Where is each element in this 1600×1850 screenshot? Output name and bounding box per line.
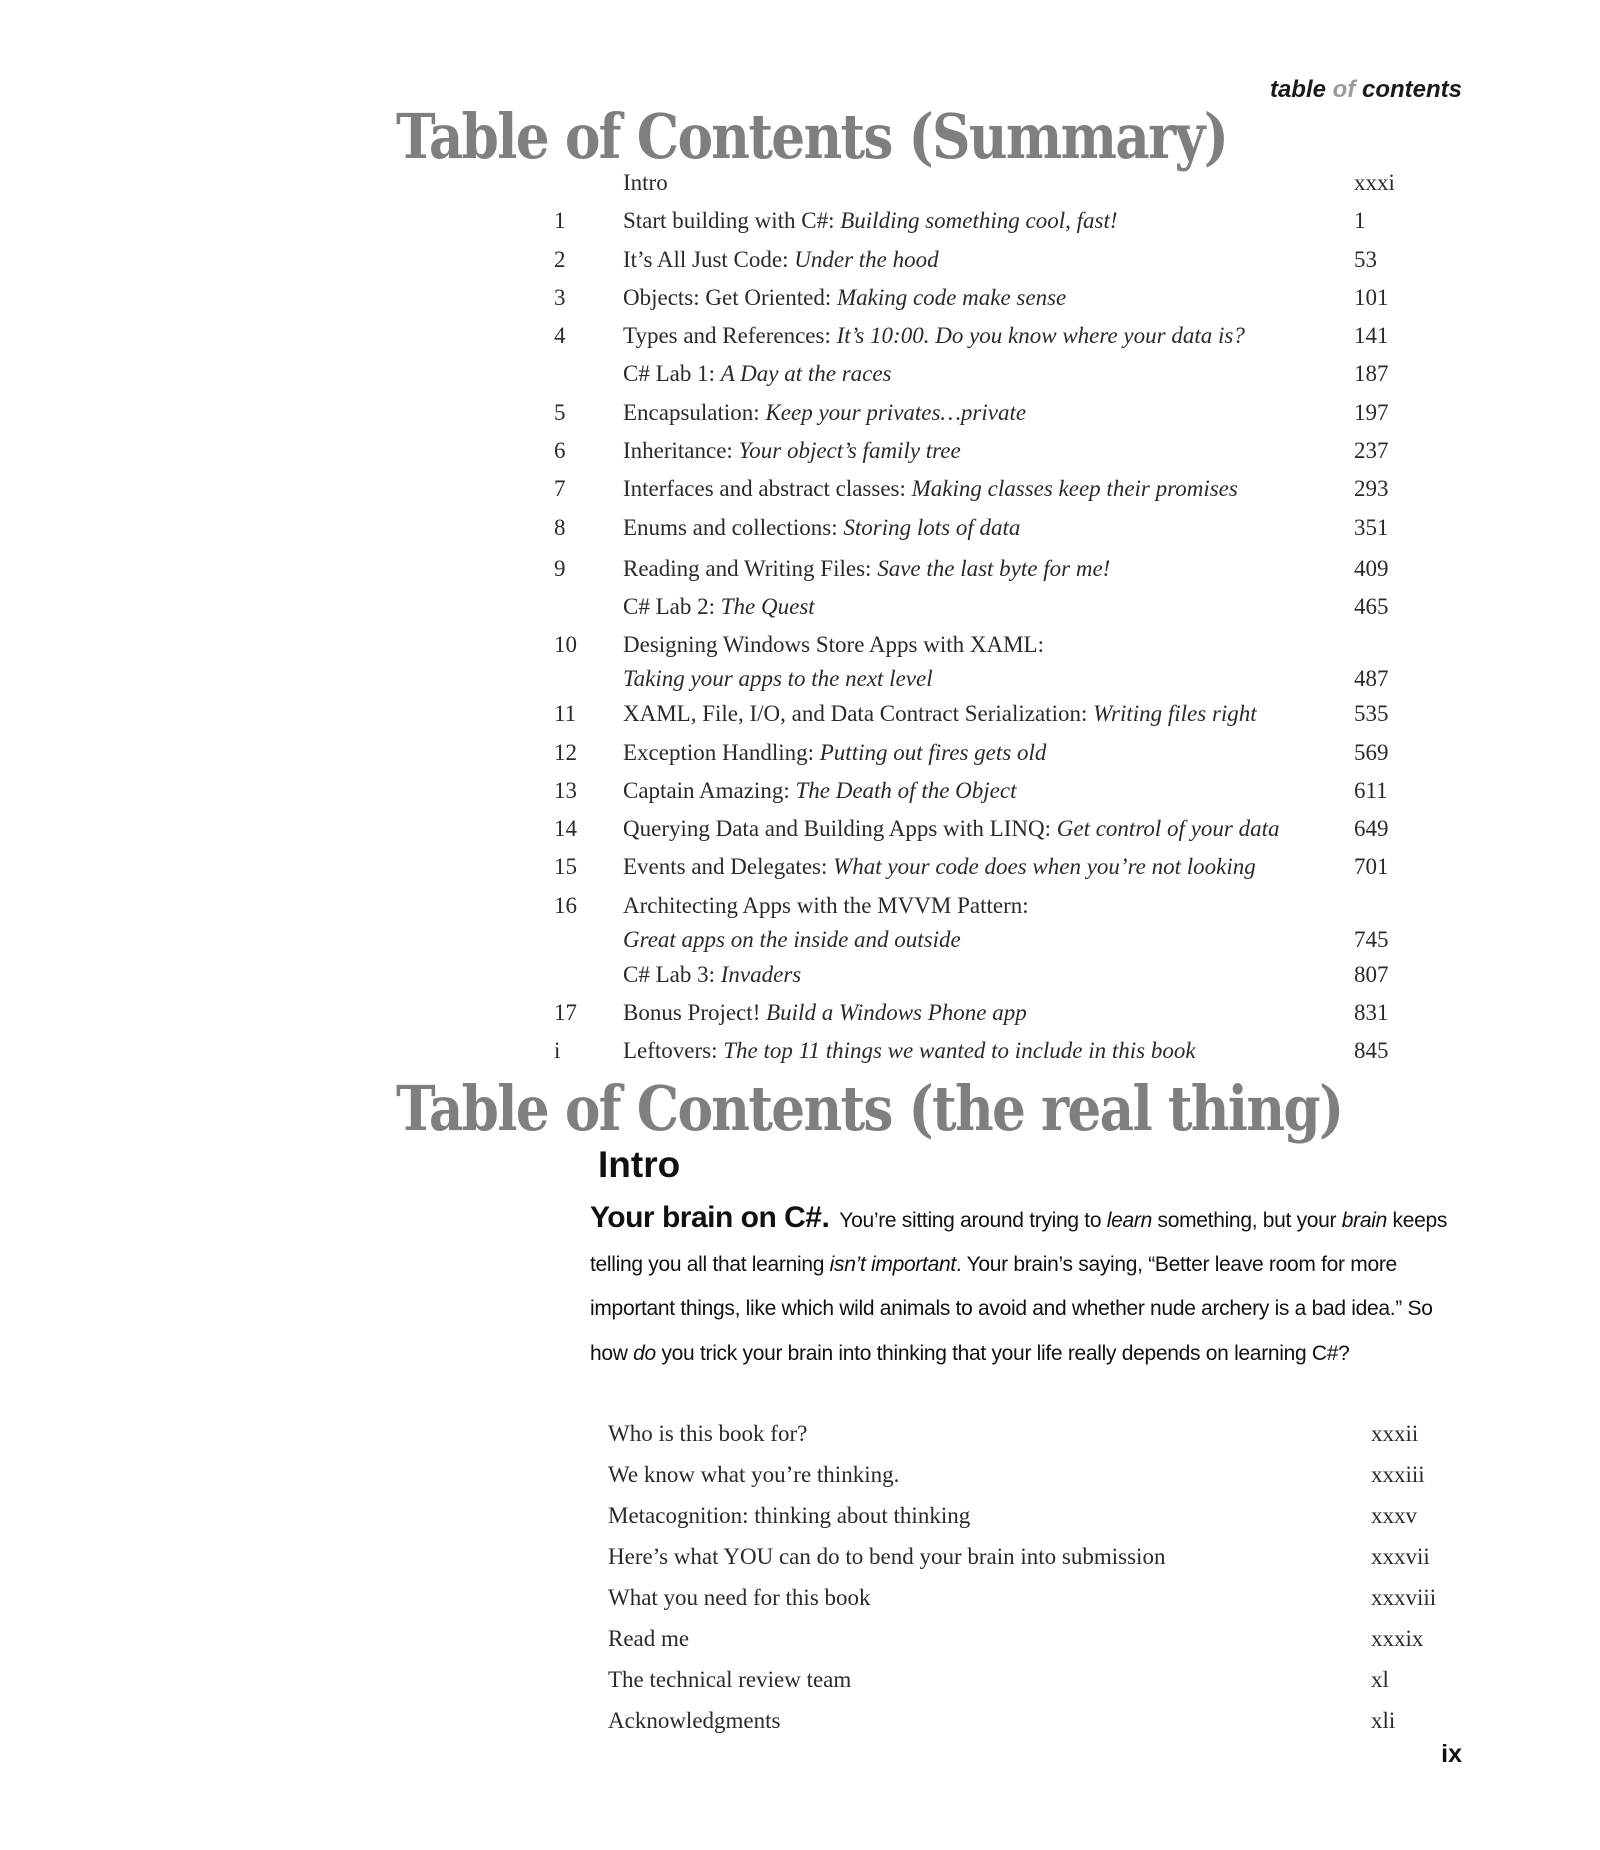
page-ref: 649 bbox=[1354, 816, 1389, 842]
page-ref: 611 bbox=[1354, 777, 1388, 803]
chapter-number: 17 bbox=[554, 1000, 577, 1026]
chapter-number: 1 bbox=[554, 208, 566, 234]
chapter-main-title: Designing Windows Store Apps with XAML: bbox=[623, 632, 1044, 658]
chapter-subtitle: It’s 10:00. Do you know where your data is? bbox=[836, 323, 1245, 349]
chapter-main-title: Reading and Writing Files: bbox=[623, 555, 878, 581]
chapter-main-title: Leftovers: bbox=[623, 1038, 724, 1064]
page-ref: 831 bbox=[1354, 1000, 1389, 1026]
summary-title: Table of Contents (Summary) bbox=[396, 100, 1228, 173]
chapter-subtitle: The Death of the Object bbox=[795, 777, 1017, 803]
page-ref: 465 bbox=[1354, 593, 1389, 619]
section-title: Acknowledgments bbox=[608, 1708, 781, 1733]
toc-entry[interactable] bbox=[540, 1000, 1420, 1038]
page-ref: 807 bbox=[1354, 961, 1389, 987]
toc-entry[interactable] bbox=[540, 854, 1420, 892]
chapter-subtitle: Get control of your data bbox=[1056, 816, 1280, 842]
page-ref: 845 bbox=[1354, 1038, 1389, 1064]
toc-entry[interactable] bbox=[540, 893, 1420, 962]
toc-entry[interactable] bbox=[540, 170, 1420, 208]
chapter-main-title: Interfaces and abstract classes: bbox=[623, 476, 912, 502]
chapter-number: 13 bbox=[554, 777, 577, 803]
section-title: What you need for this book bbox=[608, 1585, 871, 1610]
intro-lead: Your brain on C#. bbox=[590, 1201, 830, 1234]
chapter-main-title: Inheritance: bbox=[623, 438, 739, 464]
chapter-number: 9 bbox=[554, 555, 566, 581]
real-toc-title: Table of Contents (the real thing) bbox=[396, 1072, 1343, 1145]
paragraph-text: you trick your brain into thinking that your life really depends on learning C#? bbox=[655, 1341, 1350, 1365]
chapter-subtitle: Taking your apps to the next level bbox=[623, 666, 933, 692]
section-title: The technical review team bbox=[608, 1667, 852, 1692]
paragraph-text: You’re sitting around trying to bbox=[839, 1209, 1107, 1232]
chapter-subtitle: Putting out fires gets old bbox=[819, 739, 1047, 765]
chapter-title bbox=[623, 170, 668, 196]
section-title: Who is this book for? bbox=[608, 1421, 808, 1446]
page-ref: 1 bbox=[1354, 208, 1366, 234]
paragraph-text: something, but your bbox=[1151, 1209, 1342, 1232]
chapter-subtitle: A Day at the races bbox=[720, 361, 892, 387]
chapter-number: 14 bbox=[554, 816, 577, 842]
toc-entry[interactable] bbox=[540, 323, 1420, 361]
intro-section-entry[interactable] bbox=[608, 1544, 1458, 1585]
chapter-title bbox=[623, 632, 1044, 658]
section-title: Metacognition: thinking about thinking bbox=[608, 1503, 971, 1528]
intro-section-entry[interactable] bbox=[608, 1462, 1458, 1503]
page-ref: 487 bbox=[1354, 666, 1389, 692]
page-ref: 351 bbox=[1354, 514, 1389, 540]
chapter-title bbox=[623, 556, 1110, 582]
chapter-subtitle: What your code does when you’re not looking bbox=[833, 854, 1256, 880]
paragraph-text: . Your brain’s saying, “Better leave room for more important things, like which wild animals to avoid and whether nude archery is a bad idea.” So how bbox=[590, 1253, 1433, 1365]
chapter-subtitle: The Quest bbox=[720, 593, 815, 619]
chapter-number: 12 bbox=[554, 739, 577, 765]
toc-entry[interactable] bbox=[540, 740, 1420, 778]
page-ref: 569 bbox=[1354, 739, 1389, 765]
page-ref: xxxv bbox=[1371, 1503, 1417, 1528]
page-ref: 701 bbox=[1354, 854, 1389, 880]
toc-entry[interactable] bbox=[540, 594, 1420, 632]
page-ref: xxxix bbox=[1371, 1626, 1424, 1651]
intro-section-entry[interactable] bbox=[608, 1503, 1458, 1544]
chapter-number: 8 bbox=[554, 514, 566, 540]
chapter-main-title: Querying Data and Building Apps with LINQ: bbox=[623, 816, 1057, 842]
chapter-subtitle: Making code make sense bbox=[836, 284, 1067, 310]
page-ref: xxxvii bbox=[1371, 1544, 1430, 1569]
chapter-title bbox=[623, 1038, 1196, 1064]
toc-entry[interactable] bbox=[540, 400, 1420, 438]
chapter-main-title: C# Lab 3: bbox=[623, 961, 721, 987]
intro-section-list bbox=[608, 1421, 1458, 1749]
chapter-main-title: Encapsulation: bbox=[623, 399, 766, 425]
page-ref: xxxviii bbox=[1371, 1585, 1437, 1610]
intro-section-entry[interactable] bbox=[608, 1626, 1458, 1667]
chapter-main-title: Objects: Get Oriented: bbox=[623, 284, 837, 310]
emphasis-text: do bbox=[633, 1341, 656, 1365]
page-ref: 237 bbox=[1354, 438, 1389, 464]
page-ref: xl bbox=[1371, 1667, 1389, 1692]
intro-section-entry[interactable] bbox=[608, 1421, 1458, 1462]
chapter-main-title: Enums and collections: bbox=[623, 514, 844, 540]
chapter-title bbox=[623, 515, 1020, 541]
chapter-subtitle: The top 11 things we wanted to include in this book bbox=[723, 1038, 1196, 1064]
chapter-subtitle: Your object’s family tree bbox=[738, 438, 961, 464]
chapter-number: 2 bbox=[554, 246, 566, 272]
intro-paragraph bbox=[590, 1196, 1470, 1376]
chapter-title bbox=[623, 323, 1245, 349]
chapter-subtitle: Storing lots of data bbox=[843, 514, 1021, 540]
chapter-title bbox=[623, 778, 1016, 804]
chapter-main-title: Start building with C#: bbox=[623, 208, 841, 234]
running-head-pre: table bbox=[1269, 76, 1333, 103]
summary-list bbox=[540, 170, 1420, 1077]
toc-entry[interactable] bbox=[540, 361, 1420, 399]
chapter-main-title: Architecting Apps with the MVVM Pattern: bbox=[623, 892, 1029, 918]
toc-entry[interactable] bbox=[540, 1038, 1420, 1076]
chapter-subtitle: Building something cool, fast! bbox=[840, 208, 1118, 234]
chapter-main-title: Intro bbox=[623, 170, 668, 195]
page-ref: 101 bbox=[1354, 284, 1389, 310]
running-head bbox=[1270, 76, 1462, 104]
chapter-number: 4 bbox=[554, 323, 566, 349]
chapter-title bbox=[623, 854, 1256, 880]
page-ref: 409 bbox=[1354, 555, 1389, 581]
chapter-subtitle: Great apps on the inside and outside bbox=[623, 926, 961, 952]
intro-section-entry[interactable] bbox=[608, 1585, 1458, 1626]
toc-entry[interactable] bbox=[540, 701, 1420, 739]
chapter-main-title: Events and Delegates: bbox=[623, 854, 834, 880]
chapter-title bbox=[623, 594, 815, 620]
chapter-main-title: Types and References: bbox=[623, 323, 837, 349]
chapter-number: 16 bbox=[554, 892, 577, 918]
toc-entry[interactable] bbox=[540, 476, 1420, 514]
toc-entry[interactable] bbox=[540, 208, 1420, 246]
section-title: Read me bbox=[608, 1626, 690, 1651]
chapter-title bbox=[623, 1000, 1027, 1026]
running-head-of: of bbox=[1332, 76, 1356, 103]
chapter-title bbox=[623, 285, 1066, 311]
chapter-title bbox=[623, 400, 1026, 426]
chapter-title bbox=[623, 208, 1118, 234]
emphasis-text: isn’t important bbox=[829, 1253, 956, 1277]
page-ref: xxxii bbox=[1371, 1421, 1419, 1446]
emphasis-text: learn bbox=[1106, 1209, 1152, 1232]
running-head-post: contents bbox=[1355, 76, 1462, 103]
toc-entry[interactable] bbox=[540, 962, 1420, 1000]
chapter-number: 3 bbox=[554, 284, 566, 310]
chapter-subtitle: Keep your privates…private bbox=[765, 399, 1027, 425]
chapter-title bbox=[623, 816, 1280, 842]
chapter-number: i bbox=[554, 1038, 561, 1064]
page-ref: xli bbox=[1371, 1708, 1396, 1733]
section-title: Here’s what YOU can do to bend your brain into submission bbox=[608, 1544, 1166, 1569]
page-ref: 745 bbox=[1354, 926, 1389, 952]
chapter-main-title: It’s All Just Code: bbox=[623, 246, 795, 272]
intro-heading: Intro bbox=[598, 1144, 681, 1185]
chapter-subtitle: Build a Windows Phone app bbox=[766, 1000, 1027, 1026]
page-ref: 187 bbox=[1354, 361, 1389, 387]
toc-entry[interactable] bbox=[540, 515, 1420, 556]
page-ref: 535 bbox=[1354, 701, 1389, 727]
paragraph-text: keeps telling you all that learning bbox=[590, 1209, 1448, 1277]
chapter-number: 7 bbox=[554, 476, 566, 502]
chapter-title bbox=[623, 701, 1257, 727]
chapter-subtitle: Writing files right bbox=[1093, 701, 1257, 727]
chapter-title bbox=[623, 740, 1046, 766]
chapter-subtitle: Save the last byte for me! bbox=[877, 555, 1111, 581]
section-title: We know what you’re thinking. bbox=[608, 1462, 900, 1487]
toc-entry[interactable] bbox=[540, 285, 1420, 323]
chapter-title bbox=[623, 438, 961, 464]
chapter-title bbox=[623, 893, 1029, 919]
toc-entry[interactable] bbox=[540, 632, 1420, 701]
toc-entry[interactable] bbox=[540, 556, 1420, 594]
intro-section-entry[interactable] bbox=[608, 1708, 1458, 1749]
chapter-main-title: Bonus Project! bbox=[623, 1000, 767, 1026]
chapter-main-title: C# Lab 1: bbox=[623, 361, 721, 387]
chapter-subtitle: Making classes keep their promises bbox=[911, 476, 1238, 502]
chapter-main-title: Exception Handling: bbox=[623, 739, 820, 765]
chapter-title bbox=[623, 476, 1238, 502]
page-ref: xxxi bbox=[1354, 170, 1395, 195]
page-ref: 197 bbox=[1354, 399, 1389, 425]
chapter-number: 11 bbox=[554, 701, 577, 727]
page-number: ix bbox=[1441, 1740, 1462, 1768]
chapter-main-title: XAML, File, I/O, and Data Contract Serialization: bbox=[623, 701, 1094, 727]
page-ref: 141 bbox=[1354, 323, 1389, 349]
toc-entry[interactable] bbox=[540, 247, 1420, 285]
intro-section-entry[interactable] bbox=[608, 1667, 1458, 1708]
chapter-number: 10 bbox=[554, 632, 577, 658]
toc-entry[interactable] bbox=[540, 816, 1420, 854]
chapter-title bbox=[623, 962, 801, 988]
chapter-title bbox=[623, 247, 939, 273]
chapter-title bbox=[623, 361, 892, 387]
chapter-number: 15 bbox=[554, 854, 577, 880]
toc-entry[interactable] bbox=[540, 778, 1420, 816]
chapter-subtitle: Invaders bbox=[720, 961, 802, 987]
chapter-number: 6 bbox=[554, 438, 566, 464]
chapter-main-title: Captain Amazing: bbox=[623, 777, 796, 803]
chapter-subtitle: Under the hood bbox=[794, 246, 939, 272]
chapter-main-title: C# Lab 2: bbox=[623, 593, 721, 619]
page-ref: xxxiii bbox=[1371, 1462, 1425, 1487]
toc-entry[interactable] bbox=[540, 438, 1420, 476]
emphasis-text: brain bbox=[1341, 1209, 1387, 1232]
page-ref: 53 bbox=[1354, 246, 1377, 272]
chapter-number: 5 bbox=[554, 399, 566, 425]
page-ref: 293 bbox=[1354, 476, 1389, 502]
